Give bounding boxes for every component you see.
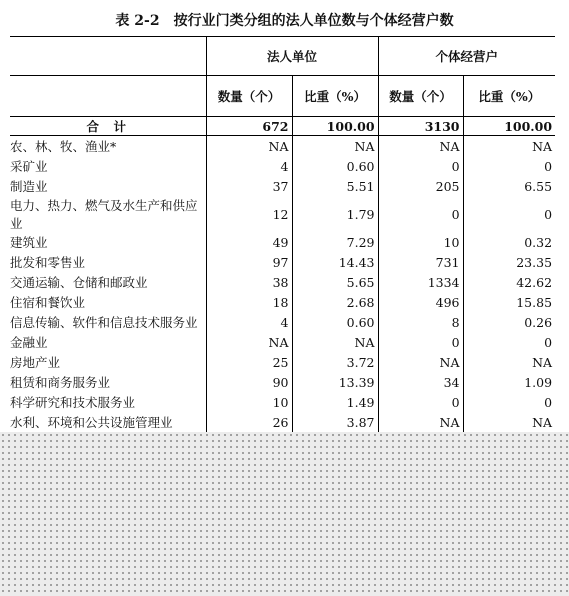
cell-ind-share: 0.32 [463,232,555,252]
cell-legal-share: NA [292,332,378,352]
header-row-columns [10,76,555,117]
total-label: 合 计 [10,117,206,136]
cell-ind-count: 731 [378,252,463,272]
cell-legal-share: 3.87 [292,412,378,432]
industry-name: 制造业 [10,179,48,194]
table-row [10,412,555,432]
cell-legal-count: 38 [206,272,292,292]
cell-ind-share: NA [463,352,555,372]
table-row [10,352,555,372]
cell-ind-share: NA [463,136,555,157]
total-individual-share: 100.00 [463,117,555,136]
table-row [10,372,555,392]
industry-name: 租赁和商务服务业 [10,375,111,390]
cell-legal-count: NA [206,136,292,157]
cell-legal-count: 10 [206,392,292,412]
cell-ind-count: NA [378,136,463,157]
cell-ind-count: 1334 [378,272,463,292]
cell-ind-count: NA [378,412,463,432]
cell-legal-count: 12 [206,196,292,232]
industry-name: 住宿和餐饮业 [10,295,86,310]
table-row [10,392,555,412]
table-row [10,252,555,272]
header-legal-count: 数量（个） [206,76,292,117]
cell-legal-share: 5.65 [292,272,378,292]
cell-ind-share: 0 [463,332,555,352]
cell-legal-count: 4 [206,156,292,176]
cell-legal-share: 0.60 [292,312,378,332]
table-row [10,232,555,252]
cell-legal-share: 2.68 [292,292,378,312]
cell-legal-share: 1.49 [292,392,378,412]
total-individual-count: 3130 [378,117,463,136]
cell-ind-count: 0 [378,392,463,412]
header-corner-lower [10,76,206,117]
cell-ind-share: 42.62 [463,272,555,292]
table-title: 表 2-2 按行业门类分组的法人单位数与个体经营户数 [115,13,454,29]
cell-legal-share: 1.79 [292,196,378,232]
header-corner [10,37,206,76]
industry-name: 金融业 [10,335,48,350]
cell-ind-count: 0 [378,156,463,176]
table-row [10,332,555,352]
cell-legal-share: 7.29 [292,232,378,252]
cell-legal-share: 14.43 [292,252,378,272]
cell-legal-count: 49 [206,232,292,252]
cell-ind-count: 205 [378,176,463,196]
cell-ind-count: 0 [378,332,463,352]
industry-name: 农、林、牧、渔业* [10,139,117,154]
cell-ind-count: 496 [378,292,463,312]
cell-legal-share: 5.51 [292,176,378,196]
total-legal-count: 672 [206,117,292,136]
cell-ind-share: 0 [463,392,555,412]
table-row [10,196,555,232]
cell-legal-count: 4 [206,312,292,332]
cell-ind-count: 8 [378,312,463,332]
industry-name: 信息传输、软件和信息技术服务业 [10,315,198,330]
cell-legal-share: 3.72 [292,352,378,372]
cell-ind-share: 0 [463,196,555,232]
cell-legal-count: 26 [206,412,292,432]
cell-ind-share: 1.09 [463,372,555,392]
table-row [10,156,555,176]
cell-ind-share: 6.55 [463,176,555,196]
table-row [10,136,555,157]
table-row [10,176,555,196]
table-row [10,312,555,332]
industry-name: 电力、热力、燃气及水生产和供应业 [10,198,198,231]
industry-name: 采矿业 [10,159,48,174]
cell-ind-count: 10 [378,232,463,252]
cell-ind-share: NA [463,412,555,432]
cell-legal-count: 90 [206,372,292,392]
redaction-overlay [0,432,569,596]
cell-legal-count: 18 [206,292,292,312]
header-individual-households: 个体经营户 [378,37,555,76]
cell-ind-count: NA [378,352,463,372]
cell-legal-share: 0.60 [292,156,378,176]
table-row [10,272,555,292]
total-legal-share: 100.00 [292,117,378,136]
header-individual-share: 比重（%） [463,76,555,117]
cell-ind-count: 0 [378,196,463,232]
cell-legal-count: NA [206,332,292,352]
header-row-groups [10,37,555,76]
cell-ind-share: 0 [463,156,555,176]
cell-ind-count: 34 [378,372,463,392]
cell-legal-count: 97 [206,252,292,272]
header-legal-share: 比重（%） [292,76,378,117]
industry-name: 房地产业 [10,355,61,370]
cell-legal-share: 13.39 [292,372,378,392]
cell-ind-share: 23.35 [463,252,555,272]
header-individual-count: 数量（个） [378,76,463,117]
industry-data-table [10,36,555,452]
industry-name: 水利、环境和公共设施管理业 [10,415,173,430]
industry-name: 建筑业 [10,235,48,250]
cell-legal-share: NA [292,136,378,157]
industry-name: 科学研究和技术服务业 [10,395,136,410]
cell-ind-share: 0.26 [463,312,555,332]
cell-ind-share: 15.85 [463,292,555,312]
header-legal-units: 法人单位 [206,37,378,76]
cell-legal-count: 25 [206,352,292,372]
total-row [10,117,555,136]
industry-name: 批发和零售业 [10,255,86,270]
table-row [10,292,555,312]
cell-legal-count: 37 [206,176,292,196]
industry-name: 交通运输、仓储和邮政业 [10,275,148,290]
